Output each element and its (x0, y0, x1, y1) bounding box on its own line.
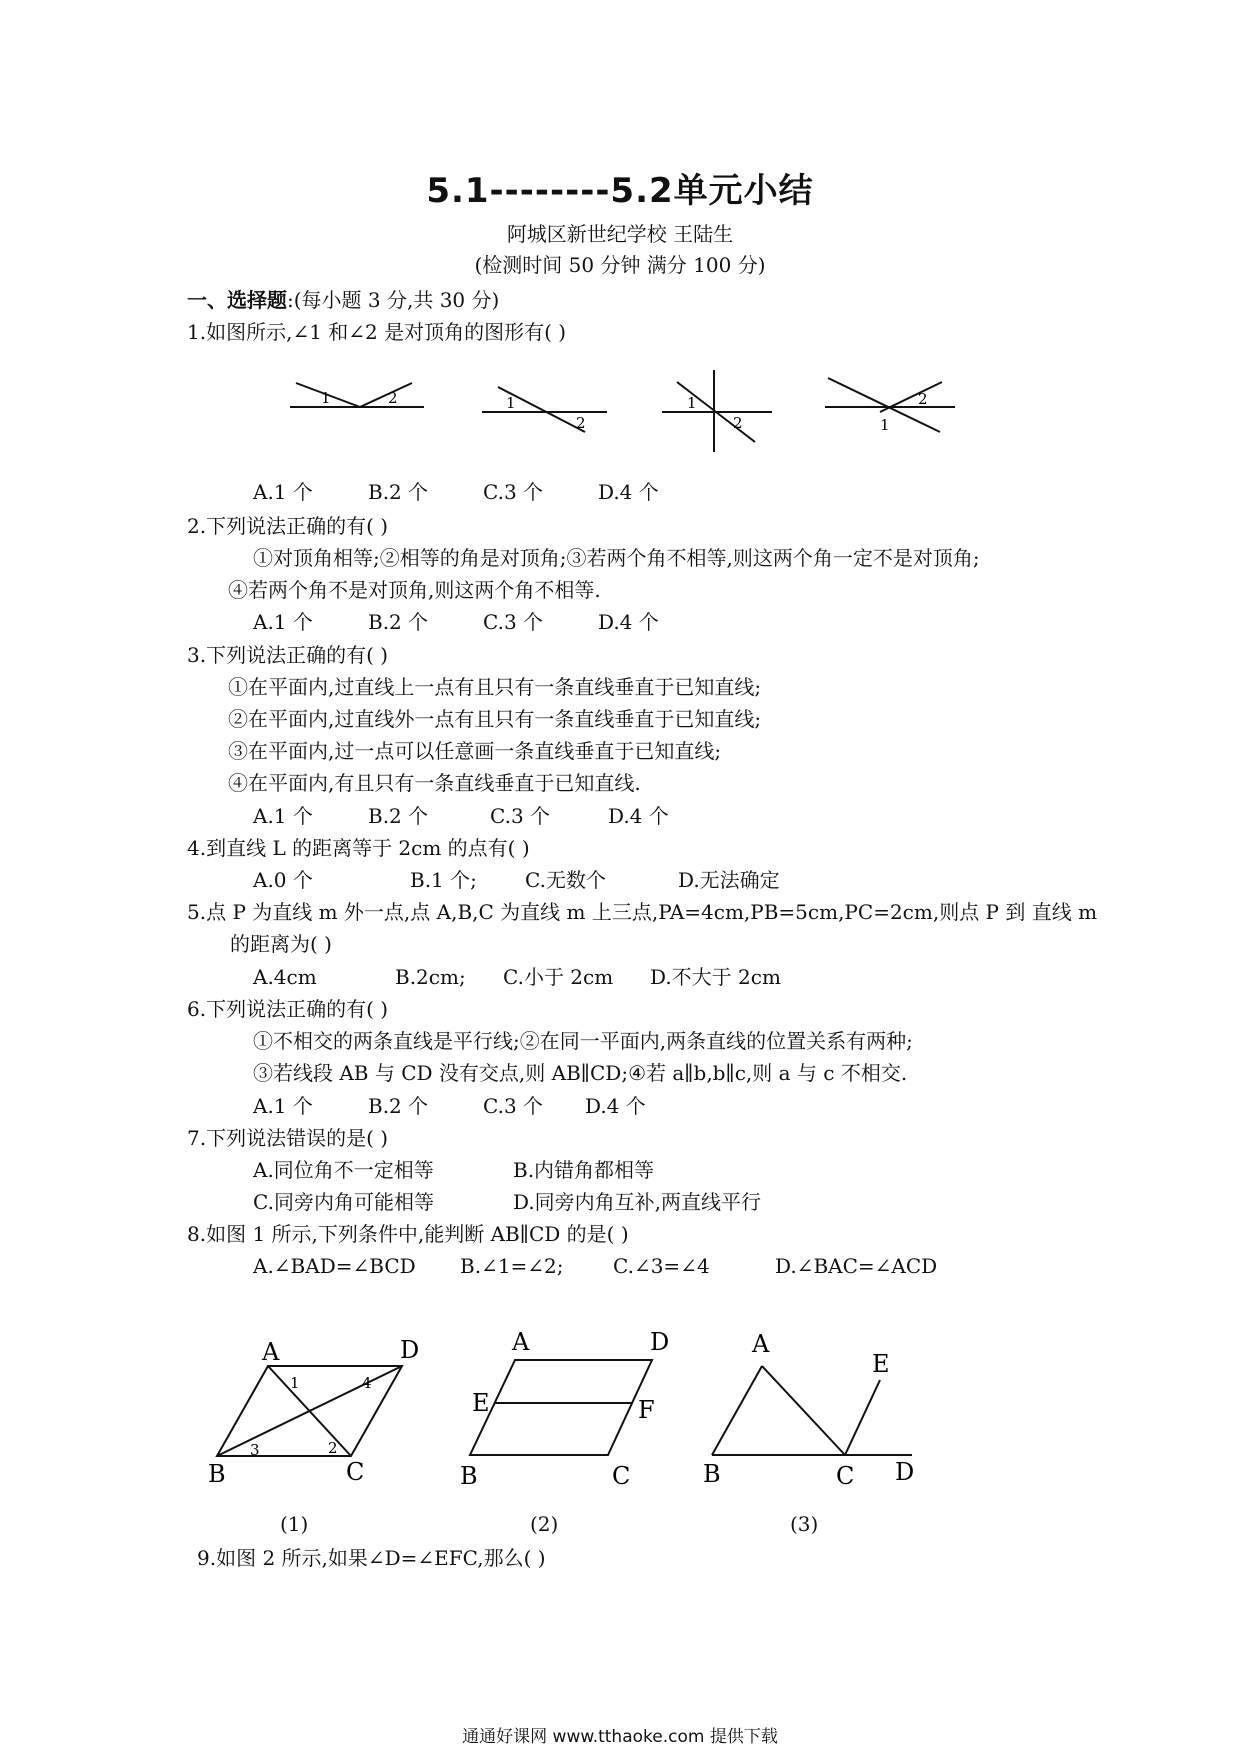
q7-option-a: A.同位角不一定相等 (253, 1158, 434, 1182)
fig3-label-E: E (872, 1350, 890, 1378)
fig2-label-A: A (512, 1328, 530, 1356)
q1-fig3-label-1: 1 (687, 394, 697, 412)
q3-option-b: B.2 个 (368, 804, 429, 828)
q4-option-b: B.1 个; (410, 868, 477, 892)
q1-fig4-label-1: 1 (880, 416, 890, 434)
fig3-label-C: C (836, 1462, 855, 1490)
fig1-label-B: B (208, 1460, 226, 1488)
figure-caption-3: (3) (790, 1512, 819, 1536)
q8-option-a: A.∠BAD=∠BCD (253, 1254, 416, 1278)
page-title: 5.1--------5.2单元小结 (426, 171, 814, 211)
q1-fig1-label-2: 2 (388, 389, 398, 407)
exam-info: (检测时间 50 分钟 满分 100 分) (474, 253, 766, 277)
figure-2 (470, 1360, 652, 1455)
q7-option-d: D.同旁内角互补,两直线平行 (513, 1190, 762, 1214)
q5-stem: 5.点 P 为直线 m 外一点,点 A,B,C 为直线 m 上三点,PA=4cm,PB=5cm,PC=2cm,则点 P 到 直线 m (187, 900, 1098, 924)
author-line: 阿城区新世纪学校 王陆生 (506, 222, 734, 246)
q4-option-c: C.无数个 (525, 868, 606, 892)
q6-line2: ③若线段 AB 与 CD 没有交点,则 AB∥CD;④若 a∥b,b∥c,则 a 与 c 不相交. (253, 1061, 908, 1085)
q6-line1: ①不相交的两条直线是平行线;②在同一平面内,两条直线的位置关系有两种; (253, 1029, 913, 1053)
q8-option-d: D.∠BAC=∠ACD (775, 1254, 938, 1278)
fig3-label-A: A (752, 1330, 770, 1358)
q2-line1: ①对顶角相等;②相等的角是对顶角;③若两个角不相等,则这两个角一定不是对顶角; (253, 546, 980, 570)
q3-item-4: ④在平面内,有且只有一条直线垂直于已知直线. (228, 771, 641, 795)
q1-stem: 1.如图所示,∠1 和∠2 是对顶角的图形有( ) (187, 320, 567, 344)
q2-line2: ④若两个角不是对顶角,则这两个角不相等. (228, 578, 601, 602)
fig1-label-3: 3 (250, 1441, 260, 1459)
q7-option-b: B.内错角都相等 (513, 1158, 655, 1182)
q9-stem: 9.如图 2 所示,如果∠D=∠EFC,那么( ) (197, 1546, 546, 1570)
q6-option-b: B.2 个 (368, 1094, 429, 1118)
q6-stem: 6.下列说法正确的有( ) (187, 997, 389, 1021)
q5-stem-cont: 的距离为( ) (230, 932, 332, 956)
fig2-label-C: C (612, 1462, 631, 1490)
q2-option-b: B.2 个 (368, 610, 429, 634)
q3-item-3: ③在平面内,过一点可以任意画一条直线垂直于已知直线; (228, 739, 722, 763)
q1-option-c: C.3 个 (483, 480, 544, 504)
q2-stem: 2.下列说法正确的有( ) (187, 514, 389, 538)
q3-item-2: ②在平面内,过直线外一点有且只有一条直线垂直于已知直线; (228, 707, 762, 731)
q7-option-c: C.同旁内角可能相等 (253, 1190, 434, 1214)
q1-figure-3 (662, 370, 772, 452)
fig1-label-1: 1 (290, 1374, 300, 1392)
fig2-label-D: D (650, 1328, 670, 1356)
figure-caption-2: (2) (530, 1512, 559, 1536)
q1-figure-2 (482, 387, 607, 432)
q8-stem: 8.如图 1 所示,下列条件中,能判断 AB∥CD 的是( ) (187, 1222, 629, 1246)
q1-fig2-label-2: 2 (576, 414, 586, 432)
figure-caption-1: (1) (280, 1512, 309, 1536)
q4-option-d: D.无法确定 (678, 868, 780, 892)
q2-option-a: A.1 个 (253, 610, 313, 634)
section-heading-note: :(每小题 3 分,共 30 分) (287, 288, 500, 312)
q5-option-c: C.小于 2cm (503, 965, 614, 989)
q6-option-a: A.1 个 (253, 1094, 313, 1118)
fig2-label-F: F (638, 1396, 655, 1424)
q1-option-d: D.4 个 (598, 480, 659, 504)
q6-option-c: C.3 个 (483, 1094, 544, 1118)
q1-figure-1 (290, 383, 424, 407)
fig3-label-B: B (703, 1460, 721, 1488)
fig1-label-A: A (262, 1338, 280, 1366)
fig1-label-C: C (346, 1458, 365, 1486)
q3-option-a: A.1 个 (253, 804, 313, 828)
q4-option-a: A.0 个 (253, 868, 313, 892)
fig2-label-B: B (460, 1462, 478, 1490)
figure-3 (712, 1366, 912, 1455)
section-heading-label: 一、选择题 (187, 288, 287, 312)
q4-stem: 4.到直线 L 的距离等于 2cm 的点有( ) (187, 836, 530, 860)
q7-stem: 7.下列说法错误的是( ) (187, 1126, 389, 1150)
q5-option-d: D.不大于 2cm (650, 965, 781, 989)
fig1-label-4: 4 (362, 1374, 372, 1392)
q1-fig2-label-1: 1 (506, 394, 516, 412)
q2-option-d: D.4 个 (598, 610, 659, 634)
fig3-label-D: D (895, 1458, 915, 1486)
q2-option-c: C.3 个 (483, 610, 544, 634)
q1-option-a: A.1 个 (253, 480, 313, 504)
q6-option-d: D.4 个 (585, 1094, 646, 1118)
q5-option-a: A.4cm (253, 965, 317, 989)
q5-option-b: B.2cm; (395, 965, 466, 989)
q3-option-c: C.3 个 (490, 804, 551, 828)
q1-fig4-label-2: 2 (918, 390, 928, 408)
q3-stem: 3.下列说法正确的有( ) (187, 643, 389, 667)
q1-option-b: B.2 个 (368, 480, 429, 504)
footer-text: 通通好课网 www.tthaoke.com 提供下载 (462, 1727, 778, 1747)
fig1-label-2: 2 (328, 1439, 338, 1457)
q1-fig3-label-2: 2 (733, 414, 743, 432)
q8-option-c: C.∠3=∠4 (613, 1254, 710, 1278)
q8-option-b: B.∠1=∠2; (460, 1254, 564, 1278)
q1-fig1-label-1: 1 (321, 389, 331, 407)
q3-option-d: D.4 个 (608, 804, 669, 828)
figure-1 (217, 1366, 402, 1456)
fig1-label-D: D (400, 1336, 420, 1364)
fig2-label-E: E (472, 1389, 490, 1417)
q1-figure-4 (825, 378, 955, 432)
q3-item-1: ①在平面内,过直线上一点有且只有一条直线垂直于已知直线; (228, 675, 762, 699)
